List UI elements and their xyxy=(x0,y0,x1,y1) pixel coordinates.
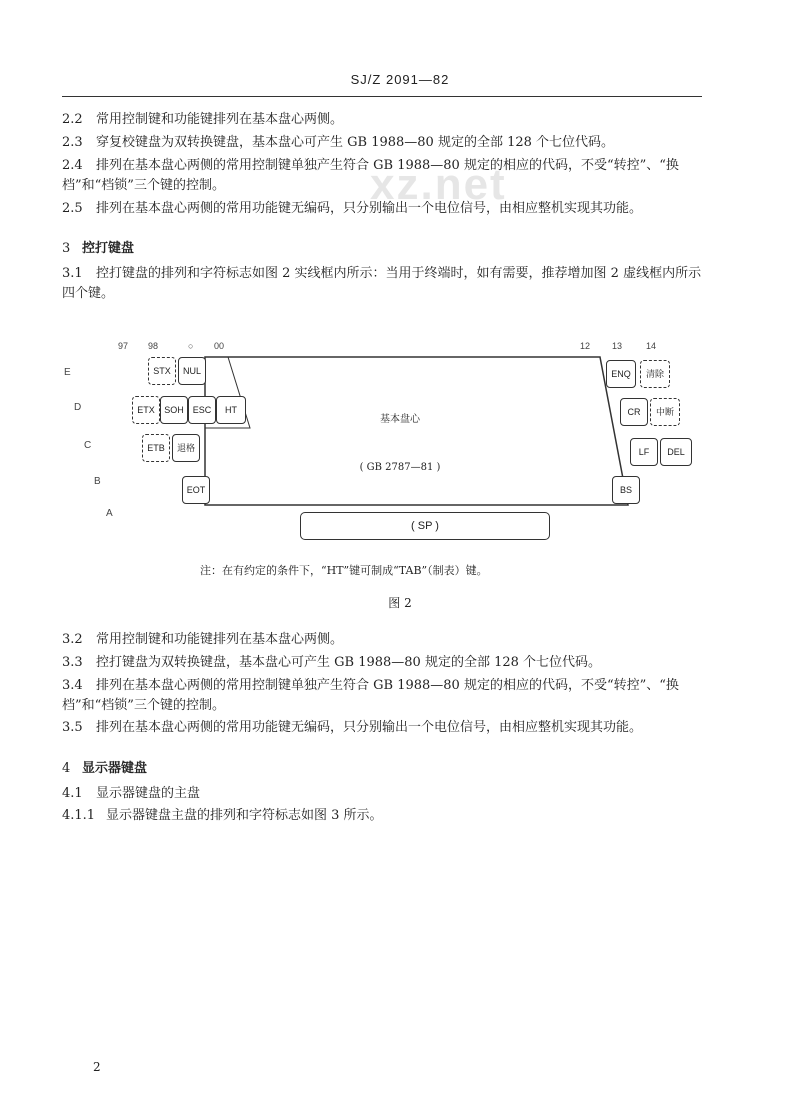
key-nul: NUL xyxy=(178,357,206,385)
section-number: 3 xyxy=(62,241,71,256)
clause-text: 控打键盘的排列和字符标志如图 2 实线框内所示：当用于终端时，如有需要，推荐增加图 2 虚线框内所示四个键。 xyxy=(62,266,702,301)
key-backspace-cn: 退格 xyxy=(172,434,200,462)
row-label: A xyxy=(106,508,113,519)
key-bs: BS xyxy=(612,476,640,504)
row-label: D xyxy=(74,402,82,413)
clause-number: 3.4 xyxy=(62,678,83,693)
clause-text: 排列在基本盘心两侧的常用功能键无编码，只分别输出一个电位信号，由相应整机实现其功能。 xyxy=(96,201,643,216)
clause-3-5 xyxy=(62,718,702,738)
watermark: xz.net xyxy=(370,160,507,209)
key-enq: ENQ xyxy=(606,360,636,388)
clause-text: 控打键盘为双转换键盘，基本盘心可产生 GB 1988—80 规定的全部 128 个七位代码。 xyxy=(96,655,602,670)
figure-note: 注：在有约定的条件下，“HT”键可制成“TAB”（制表）键。 xyxy=(200,564,488,577)
key-clear: 清除 xyxy=(640,360,670,388)
base-core-outline xyxy=(205,357,628,505)
key-lf: LF xyxy=(630,438,658,466)
clause-number: 4.1 xyxy=(62,786,83,801)
clause-number: 2.4 xyxy=(62,158,83,173)
section-title: 控打键盘 xyxy=(82,241,135,256)
clause-number: 4.1.1 xyxy=(62,808,96,823)
clause-text: 排列在基本盘心两侧的常用控制键单独产生符合 GB 1988—80 规定的相应的代码，不受“转控”、“换档”和“档锁”三个键的控制。 xyxy=(62,158,679,193)
key-space: ( SP ) xyxy=(300,512,550,540)
clause-3-4 xyxy=(62,676,702,716)
key-etb: ETB xyxy=(142,434,170,462)
clause-text: 排列在基本盘心两侧的常用控制键单独产生符合 GB 1988—80 规定的相应的代码，不受“转控”、“换档”和“档锁”三个键的控制。 xyxy=(62,678,679,713)
section-4-heading xyxy=(62,757,147,776)
clause-4-1 xyxy=(62,784,702,804)
figure-caption: 图 2 xyxy=(388,596,412,610)
clause-3-3 xyxy=(62,653,702,673)
key-cr: CR xyxy=(620,398,648,426)
clause-number: 2.2 xyxy=(62,112,83,127)
page-number: 2 xyxy=(93,1060,101,1074)
clause-number: 3.1 xyxy=(62,266,83,281)
clause-text: 显示器键盘主盘的排列和字符标志如图 3 所示。 xyxy=(106,808,383,823)
clause-number: 2.3 xyxy=(62,135,83,150)
key-etx: ETX xyxy=(132,396,160,424)
base-core-title: 基本盘心 xyxy=(380,414,420,425)
clause-number: 3.3 xyxy=(62,655,83,670)
base-core-standard: ( GB 2787—81 ) xyxy=(359,462,441,473)
section-title: 显示器键盘 xyxy=(82,761,148,776)
key-soh: SOH xyxy=(160,396,188,424)
clause-text: 常用控制键和功能键排列在基本盘心两侧。 xyxy=(96,112,344,127)
clause-number: 3.2 xyxy=(62,632,83,647)
column-label: 14 xyxy=(646,341,657,351)
column-label: 13 xyxy=(612,341,623,351)
clause-text: 常用控制键和功能键排列在基本盘心两侧。 xyxy=(96,632,344,647)
clause-3-2 xyxy=(62,630,702,650)
column-label: 00 xyxy=(214,341,225,351)
column-label: 12 xyxy=(580,341,591,351)
row-label: C xyxy=(84,440,92,451)
clause-number: 3.5 xyxy=(62,720,83,735)
key-esc: ESC xyxy=(188,396,216,424)
key-interrupt: 中断 xyxy=(650,398,680,426)
section-number: 4 xyxy=(62,761,71,776)
clause-text: 显示器键盘的主盘 xyxy=(96,786,201,801)
clause-text: 排列在基本盘心两侧的常用功能键无编码，只分别输出一个电位信号，由相应整机实现其功能。 xyxy=(96,720,643,735)
column-label: 97 xyxy=(118,341,129,351)
key-ht: HT xyxy=(216,396,246,424)
clause-number: 2.5 xyxy=(62,201,83,216)
key-eot: EOT xyxy=(182,476,210,504)
key-stx: STX xyxy=(148,357,176,385)
clause-4-1-1 xyxy=(62,806,702,826)
column-label: ○ xyxy=(188,341,194,351)
row-label: E xyxy=(64,367,71,378)
column-label: 98 xyxy=(148,341,159,351)
key-del: DEL xyxy=(660,438,692,466)
document-header: SJ/Z 2091—82 xyxy=(350,72,450,87)
clause-text: 穿复校键盘为双转换键盘，基本盘心可产生 GB 1988—80 规定的全部 128 个七位代码。 xyxy=(96,135,615,150)
row-label: B xyxy=(94,476,101,487)
